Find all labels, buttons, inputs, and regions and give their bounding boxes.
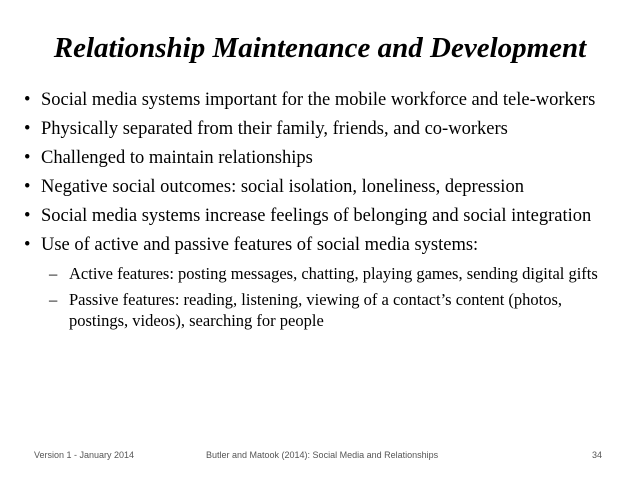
bullet-item: • Social media systems increase feelings of belonging and social integration <box>24 206 592 226</box>
bullet-item: • Negative social outcomes: social isolation, loneliness, depression <box>24 177 524 197</box>
bullet-item: • Challenged to maintain relationships <box>24 148 313 168</box>
bullet-icon: • <box>24 177 31 197</box>
sub-bullet-item: – Passive features: reading, listening, viewing of a contact’s content (photos, postings, videos), searching for people <box>49 290 563 330</box>
bullet-item: • Social media systems important for the mobile workforce and tele-workers <box>24 90 596 110</box>
bullet-item: • Use of active and passive features of social media systems: <box>24 235 479 255</box>
dash-icon: – <box>49 290 58 309</box>
bullet-icon: • <box>24 235 31 255</box>
bullet-icon: • <box>24 148 31 168</box>
bullet-item: • Physically separated from their family, friends, and co-workers <box>24 119 508 139</box>
footer-version: Version 1 - January 2014 <box>34 450 135 460</box>
bullet-icon: • <box>24 206 31 226</box>
bullet-icon: • <box>24 90 31 110</box>
bullet-list <box>24 89 624 336</box>
footer-citation: Butler and Matook (2014): Social Media and Relationships <box>206 450 439 460</box>
bullet-icon: • <box>24 119 31 139</box>
dash-icon: – <box>49 264 58 283</box>
slide-title: Relationship Maintenance and Development <box>53 32 587 64</box>
sub-bullet-item: – Active features: posting messages, chatting, playing games, sending digital gifts <box>49 264 598 283</box>
footer-page-number: 34 <box>592 450 603 460</box>
